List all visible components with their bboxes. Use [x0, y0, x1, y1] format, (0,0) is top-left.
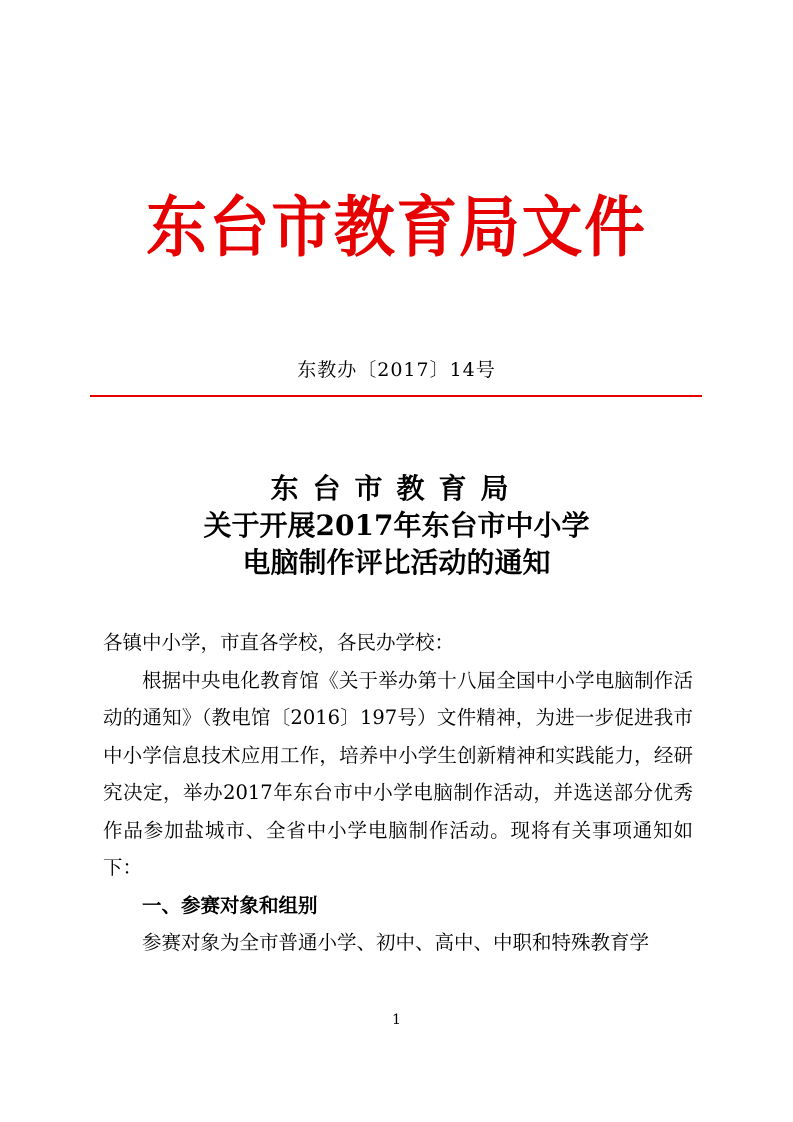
title-line-activity: 电脑制作评比活动的通知	[242, 546, 551, 579]
title-line-issuer: 东台市教育局	[270, 472, 523, 505]
page-number: 1	[392, 1012, 401, 1028]
document-body	[103, 624, 693, 962]
salutation: 各镇中小学，市直各学校，各民办学校：	[103, 631, 455, 654]
notice-title	[0, 470, 793, 581]
document-number: 东教办〔2017〕14号	[297, 359, 496, 381]
body-paragraph: 参赛对象为全市普通小学、初中、高中、中职和特殊教育学	[142, 931, 650, 954]
title-line-subject: 关于开展2017年东台市中小学	[203, 509, 590, 542]
document-masthead: 东台市教育局文件	[146, 188, 647, 266]
body-paragraph: 根据中央电化教育馆《关于举办第十八届全国中小学电脑制作活动的通知》（教电馆〔2016〕197号）文件精神，为进一步促进我市中小学信息技术应用工作，培养中小学生创新精神和实践能力，经研究决定，举办2017年东台市中小学电脑制作活动，并选送部分优秀作品参加盐城市、全省中小学电脑制作活动。现将有关事项通知如下：	[103, 668, 693, 879]
red-divider-line	[90, 395, 702, 397]
section-heading: 一、参赛对象和组别	[142, 893, 318, 917]
